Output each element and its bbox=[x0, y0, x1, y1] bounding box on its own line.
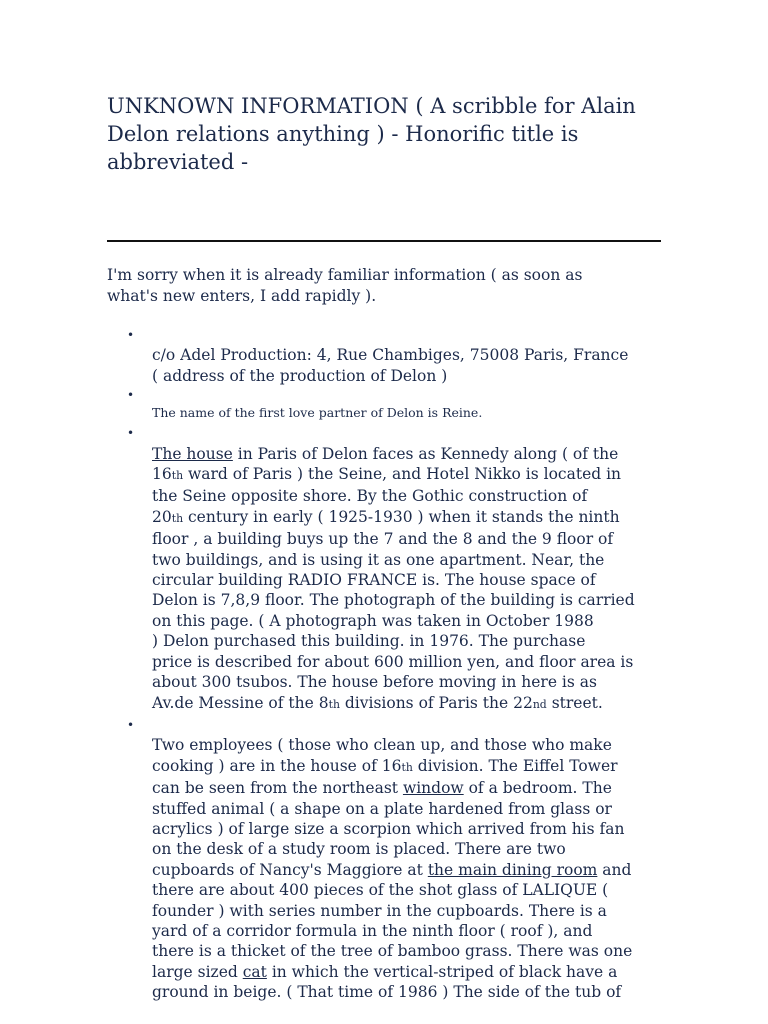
house-suffix-2: th bbox=[171, 511, 184, 525]
page-title: UNKNOWN INFORMATION ( A scribble for Alain Delon relations anything ) - Honorific title is abbreviated - bbox=[107, 94, 636, 174]
house-suffix-1: th bbox=[171, 469, 184, 483]
window-link[interactable]: window bbox=[402, 779, 464, 798]
bullet-icon: • bbox=[127, 388, 135, 403]
bullet-icon: • bbox=[127, 426, 135, 441]
house-text-1: in Paris of Delon faces as Kennedy along ( of the 16 bbox=[152, 444, 619, 484]
cat-link[interactable]: cat bbox=[242, 962, 267, 981]
employees-text-4: and there are about 400 pieces of the shot glass of LALIQUE ( founder ) with series number in the cupboards. There is a yard of a corridor formula in the ninth floor ( roof ), and there is a thicket of the tree of bamboo grass. There was one large sized bbox=[152, 860, 633, 981]
employees-suffix-1: th bbox=[401, 760, 413, 774]
house-text-3: century in early ( 1925-1930 ) when it stands the ninth floor , a building buys up the 7 and the 8 and the 9 floor of two buildings, and is using it as one apartment. Near, the circular building RADIO FRANCE is. The house space of Delon is 7,8,9 floor. The photograph of the building is carried on this page. ( A photograph was taken in October 1988 ) Delon purchased this building. in 1976. The purchase price is described for about 600 million yen, and floor area is about 300 tsubos. The house before moving in here is as Av.de Messine of the 8 bbox=[152, 507, 635, 712]
house-text-4: divisions of Paris the 22 bbox=[339, 693, 533, 712]
list-item-house bbox=[107, 423, 667, 715]
bullet-icon: • bbox=[127, 328, 135, 342]
address-text: c/o Adel Production: 4, Rue Chambiges, 75008 Paris, France ( address of the production of Delon ) bbox=[152, 346, 629, 385]
employees-text-2: division. The Eiffel Tower can be seen from the northeast bbox=[152, 756, 618, 798]
employees-text-1: Two employees ( those who clean up, and those who make cooking ) are in the house of 16 bbox=[152, 736, 612, 775]
first-love-text: The name of the first love partner of Delon is Reine. bbox=[152, 405, 483, 421]
employees-text-5: in which the vertical-striped of black have a ground in beige. ( That time of 1986 ) The side of the tub of bbox=[152, 962, 622, 1002]
intro-paragraph: I'm sorry when it is already familiar information ( as soon as what's new enters, I add rapidly ). bbox=[107, 266, 583, 305]
house-suffix-3: th bbox=[328, 697, 340, 711]
bullet-icon: • bbox=[127, 717, 135, 732]
list-item-address bbox=[107, 325, 667, 386]
employees-text-3: of a bedroom. The stuffed animal ( a shape on a plate hardened from glass or acrylics ) of large size a scorpion which arrived from his fan on the desk of a study room is placed. There are two cupboards of Nancy's Maggiore at bbox=[152, 779, 625, 879]
house-text-2: ward of Paris ) the Seine, and Hotel Nikko is located in the Seine opposite shore. By the Gothic construction of 20 bbox=[152, 465, 622, 526]
main-dining-room-link[interactable]: the main dining room bbox=[427, 860, 598, 879]
list-item-employees bbox=[107, 715, 667, 1003]
horizontal-rule bbox=[107, 240, 661, 242]
list-item-first-love bbox=[107, 387, 667, 421]
house-text-5: street. bbox=[546, 693, 603, 712]
house-suffix-4: nd bbox=[532, 697, 547, 711]
info-list bbox=[107, 325, 667, 1003]
house-link[interactable]: The house bbox=[152, 444, 233, 463]
